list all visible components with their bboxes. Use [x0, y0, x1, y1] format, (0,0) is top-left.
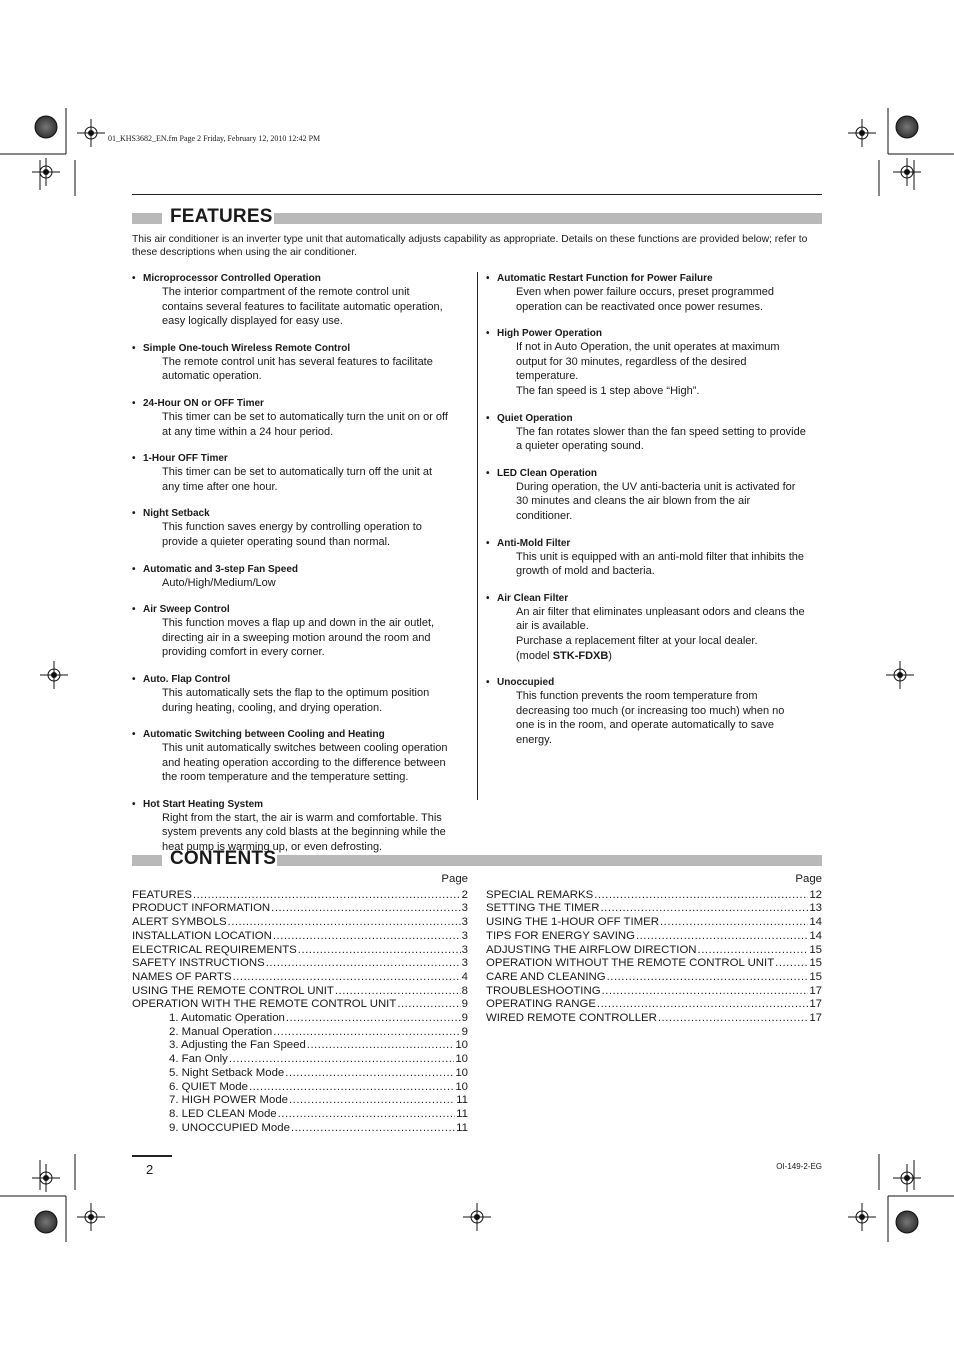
toc-label: 7. HIGH POWER Mode — [169, 1094, 288, 1107]
toc-entry — [132, 1108, 468, 1122]
feature-item — [486, 676, 826, 747]
bullet-icon: • — [132, 273, 136, 284]
dot-leader — [601, 902, 809, 916]
toc-label: CARE AND CLEANING — [486, 970, 606, 983]
toc-label: TIPS FOR ENERGY SAVING — [486, 929, 635, 942]
toc-entry — [486, 916, 822, 930]
toc-entry — [132, 902, 468, 916]
feature-title: • Air Sweep Control — [132, 604, 230, 616]
toc-page: 10 — [455, 1039, 468, 1052]
feature-title: • 1-Hour OFF Timer — [132, 453, 228, 465]
toc-page: 17 — [809, 1012, 822, 1025]
toc-page: 10 — [455, 1053, 468, 1066]
toc-page: 9 — [461, 1025, 468, 1038]
bullet-icon: • — [132, 798, 136, 810]
toc-label: OPERATION WITHOUT THE REMOTE CONTROL UNIT — [486, 957, 775, 970]
feature-description: This timer can be set to automatically turn off the unit at any time after one hour. — [162, 466, 433, 493]
toc-entry — [486, 985, 822, 999]
toc-page: 14 — [809, 929, 822, 942]
feature-title: • Air Clean Filter — [486, 592, 569, 604]
toc-page: 15 — [809, 970, 822, 983]
bullet-icon: • — [132, 604, 136, 616]
features-title: FEATURES — [170, 206, 273, 227]
toc-entry — [486, 998, 822, 1012]
toc-label: OPERATION WITH THE REMOTE CONTROL UNIT — [132, 998, 397, 1011]
toc-label: WIRED REMOTE CONTROLLER — [486, 1012, 657, 1025]
feature-item — [486, 272, 826, 314]
feature-item — [486, 327, 826, 398]
bullet-icon: • — [132, 729, 136, 741]
toc-page: 2 — [461, 888, 468, 901]
feature-item — [132, 673, 472, 715]
feature-title: • Microprocessor Controlled Operation — [132, 273, 321, 284]
toc-entry — [132, 1012, 468, 1026]
heading-bar-left — [132, 855, 162, 866]
toc-entry — [486, 902, 822, 916]
feature-item — [132, 603, 472, 660]
page-column-label: Page — [795, 873, 822, 885]
feature-title: • High Power Operation — [486, 328, 603, 340]
toc-label: SETTING THE TIMER — [486, 902, 600, 915]
feature-description: This function saves energy by controlling operation to provide a quieter operating sound than normal. — [162, 521, 422, 548]
dot-leader — [636, 930, 808, 944]
toc-entry — [486, 930, 822, 944]
toc-page: 11 — [456, 1094, 468, 1107]
feature-title: • Night Setback — [132, 508, 210, 520]
toc-label: OPERATING RANGE — [486, 998, 596, 1011]
toc-entry — [132, 1053, 468, 1067]
toc-page: 13 — [809, 902, 822, 915]
toc-entry — [132, 889, 468, 903]
toc-entry — [132, 1026, 468, 1040]
dot-leader — [285, 1067, 454, 1081]
toc-label: 8. LED CLEAN Mode — [169, 1107, 277, 1120]
toc-label: NAMES OF PARTS — [132, 970, 232, 983]
dot-leader — [658, 1012, 808, 1026]
dot-leader — [594, 889, 808, 903]
toc-label: 2. Manual Operation — [169, 1025, 273, 1038]
bullet-icon: • — [486, 537, 490, 549]
feature-description: The interior compartment of the remote control unit contains several features to facilitate automatic operation, easy logically displayed for easy use. — [162, 286, 443, 328]
dot-leader — [233, 971, 461, 985]
toc-entry — [486, 1012, 822, 1026]
toc-label: FEATURES — [132, 888, 192, 901]
toc-entry — [132, 998, 468, 1012]
toc-page: 11 — [456, 1107, 468, 1120]
toc-label: PRODUCT INFORMATION — [132, 902, 271, 915]
bullet-icon: • — [486, 412, 490, 424]
document-code: OI-149-2-EG — [776, 1162, 822, 1171]
feature-title: • Quiet Operation — [486, 412, 573, 424]
feature-description: This timer can be set to automatically turn the unit on or off at any time within a 24 hour period. — [162, 410, 448, 438]
toc-entry — [132, 1039, 468, 1053]
column-divider — [477, 272, 478, 800]
model-name: STK-FDXB — [552, 649, 609, 662]
dot-leader — [698, 944, 809, 958]
feature-description: The fan rotates slower than the fan speed setting to provide a quieter operating sound. — [516, 425, 806, 453]
features-right-column — [486, 272, 826, 760]
feature-title: • 24-Hour ON or OFF Timer — [132, 397, 264, 409]
toc-label: SAFETY INSTRUCTIONS — [132, 957, 265, 970]
bullet-icon: • — [132, 673, 136, 685]
toc-label: 4. Fan Only — [169, 1053, 228, 1066]
toc-label: 9. UNOCCUPIED Mode — [169, 1121, 290, 1134]
toc-entry — [132, 1122, 468, 1136]
dot-leader — [228, 916, 461, 930]
toc-label: ADJUSTING THE AIRFLOW DIRECTION — [486, 943, 697, 956]
bullet-icon: • — [486, 273, 490, 284]
toc-label: SPECIAL REMARKS — [486, 888, 594, 901]
toc-entry — [486, 957, 822, 971]
dot-leader — [271, 902, 460, 916]
toc-page: 3 — [461, 929, 468, 942]
contents-title: CONTENTS — [170, 848, 277, 869]
toc-label: TROUBLESHOOTING — [486, 984, 601, 997]
toc-page: 17 — [809, 984, 822, 997]
dot-leader — [249, 1081, 454, 1095]
toc-page: 3 — [461, 902, 468, 915]
contents-heading — [132, 848, 822, 870]
feature-item — [486, 592, 826, 663]
bullet-icon: • — [486, 677, 490, 689]
toc-label: 1. Automatic Operation — [169, 1012, 285, 1025]
feature-description: Even when power failure occurs, preset programmed operation can be reactivated once power resumes. — [516, 286, 775, 313]
feature-title: • Simple One-touch Wireless Remote Control — [132, 342, 351, 354]
feature-title: • Auto. Flap Control — [132, 673, 231, 685]
toc-page: 3 — [461, 943, 468, 956]
dot-leader — [307, 1039, 455, 1053]
feature-item — [132, 272, 472, 329]
feature-item — [132, 728, 472, 785]
bullet-icon: • — [132, 453, 136, 465]
toc-page: 15 — [809, 943, 822, 956]
feature-item — [486, 467, 826, 524]
toc-entry — [132, 985, 468, 999]
model-line: (model STK-FDXB) — [516, 649, 612, 662]
bullet-icon: • — [132, 397, 136, 409]
bullet-icon: • — [132, 508, 136, 520]
dot-leader — [335, 985, 461, 999]
toc-entry — [132, 1081, 468, 1095]
toc-label: 6. QUIET Mode — [169, 1080, 248, 1093]
dot-leader — [660, 916, 808, 930]
feature-title: • Automatic Switching between Cooling and Heating — [132, 729, 385, 741]
header-rule — [132, 194, 822, 195]
feature-description: The remote control unit has several features to facilitate automatic operation. — [162, 355, 433, 383]
dot-leader — [602, 985, 809, 999]
toc-page: 9 — [461, 998, 468, 1011]
toc-entry — [132, 1067, 468, 1081]
features-intro: This air conditioner is an inverter type unit that automatically adjusts capability as appropriate. Details on these functions are provided below; refer to these descriptions when using the air conditioner. — [132, 234, 808, 258]
dot-leader — [286, 1012, 461, 1026]
toc-label: 5. Night Setback Mode — [169, 1066, 285, 1079]
page-column-label: Page — [441, 873, 468, 885]
feature-description: Auto/High/Medium/Low — [162, 576, 276, 589]
toc-page: 8 — [461, 984, 468, 997]
dot-leader — [266, 957, 461, 971]
feature-item — [132, 452, 472, 494]
toc-page: 10 — [455, 1080, 468, 1093]
toc-page: 3 — [461, 957, 468, 970]
bullet-icon: • — [486, 592, 490, 604]
dot-leader — [597, 998, 808, 1012]
toc-label: ELECTRICAL REQUIREMENTS — [132, 943, 297, 956]
contents-left-column — [132, 873, 468, 1135]
heading-bar-right — [274, 213, 822, 224]
toc-entry — [132, 944, 468, 958]
dot-leader — [273, 1026, 460, 1040]
feature-description: This function moves a flap up and down in the air outlet, directing air in a sweeping motion around the room and providing comfort in every corner. — [162, 617, 435, 659]
feature-item — [132, 798, 472, 855]
toc-page: 17 — [809, 998, 822, 1011]
feature-description: This unit is equipped with an anti-mold filter that inhibits the growth of mold and bacteria. — [516, 550, 804, 578]
feature-item — [132, 563, 472, 591]
dot-leader — [298, 944, 461, 958]
toc-page: 4 — [461, 970, 468, 983]
features-heading — [132, 206, 822, 228]
toc-entry — [486, 971, 822, 985]
dot-leader — [607, 971, 809, 985]
feature-description: Right from the start, the air is warm and comfortable. This system prevents any cold blasts at the beginning while the heat pump is warming up, or even defrosting. — [162, 811, 446, 854]
toc-page: 12 — [809, 888, 822, 901]
feature-title: • Hot Start Heating System — [132, 798, 264, 810]
feature-item — [132, 342, 472, 384]
page-number: 2 — [146, 1162, 154, 1177]
bullet-icon: • — [132, 563, 136, 575]
bullet-icon: • — [132, 342, 136, 354]
toc-page: 3 — [461, 916, 468, 929]
toc-entry — [132, 1094, 468, 1108]
footer-rule — [132, 1155, 172, 1157]
toc-label: ALERT SYMBOLS — [132, 916, 227, 929]
contents-right-column — [486, 873, 822, 1026]
toc-label: USING THE 1-HOUR OFF TIMER — [486, 916, 659, 929]
dot-leader — [278, 1108, 456, 1122]
toc-label: 3. Adjusting the Fan Speed — [169, 1039, 306, 1052]
dot-leader — [273, 930, 461, 944]
feature-description: This function prevents the room temperature from decreasing too much (or increasing too much) when no one is in the room, and operate automatically to save energy. — [516, 690, 785, 746]
feature-title: • Automatic and 3-step Fan Speed — [132, 563, 299, 575]
dot-leader — [193, 889, 461, 903]
feature-item — [486, 412, 826, 454]
toc-entry — [132, 971, 468, 985]
file-info: 01_KHS3682_EN.fm Page 2 Friday, February 12, 2010 12:42 PM — [108, 134, 321, 143]
feature-title: • Automatic Restart Function for Power Failure — [486, 273, 713, 284]
feature-description: During operation, the UV anti-bacteria unit is activated for 30 minutes and cleans the air blown from the air conditioner. — [516, 480, 796, 522]
bullet-icon: • — [486, 467, 490, 479]
feature-item — [132, 507, 472, 549]
toc-entry — [486, 944, 822, 958]
toc-entry — [132, 916, 468, 930]
feature-description: If not in Auto Operation, the unit operates at maximum output for 30 minutes, regardless of the desired temperature. The fan speed is 1 step above “High”. — [516, 341, 780, 397]
feature-description: This automatically sets the flap to the optimum position during heating, cooling, and drying operation. — [162, 686, 430, 714]
feature-description: An air filter that eliminates unpleasant odors and cleans the air is available. Purchase a replacement filter at your local dealer. (model STK-FDXB) — [486, 605, 826, 663]
toc-entry — [486, 889, 822, 903]
toc-page: 14 — [809, 916, 822, 929]
feature-title: • Anti-Mold Filter — [486, 537, 571, 549]
heading-bar-left — [132, 213, 162, 224]
feature-title: • LED Clean Operation — [486, 467, 598, 479]
feature-item — [132, 397, 472, 439]
toc-label: INSTALLATION LOCATION — [132, 929, 272, 942]
dot-leader — [229, 1053, 454, 1067]
features-left-column — [132, 272, 472, 868]
toc-page: 11 — [456, 1121, 468, 1134]
toc-page: 10 — [455, 1066, 468, 1079]
toc-page: 15 — [809, 957, 822, 970]
feature-title: • Unoccupied — [486, 677, 555, 689]
feature-description: This unit automatically switches between cooling operation and heating operation according to the difference between the room temperature and the temperature setting. — [162, 742, 448, 784]
dot-leader — [775, 957, 808, 971]
toc-entry — [132, 957, 468, 971]
heading-bar-right — [277, 855, 822, 866]
toc-label: USING THE REMOTE CONTROL UNIT — [132, 984, 334, 997]
bullet-icon: • — [486, 328, 490, 340]
dot-leader — [397, 998, 460, 1012]
toc-page: 9 — [461, 1012, 468, 1025]
feature-item — [486, 537, 826, 579]
toc-entry — [132, 930, 468, 944]
dot-leader — [291, 1122, 455, 1136]
dot-leader — [289, 1094, 455, 1108]
